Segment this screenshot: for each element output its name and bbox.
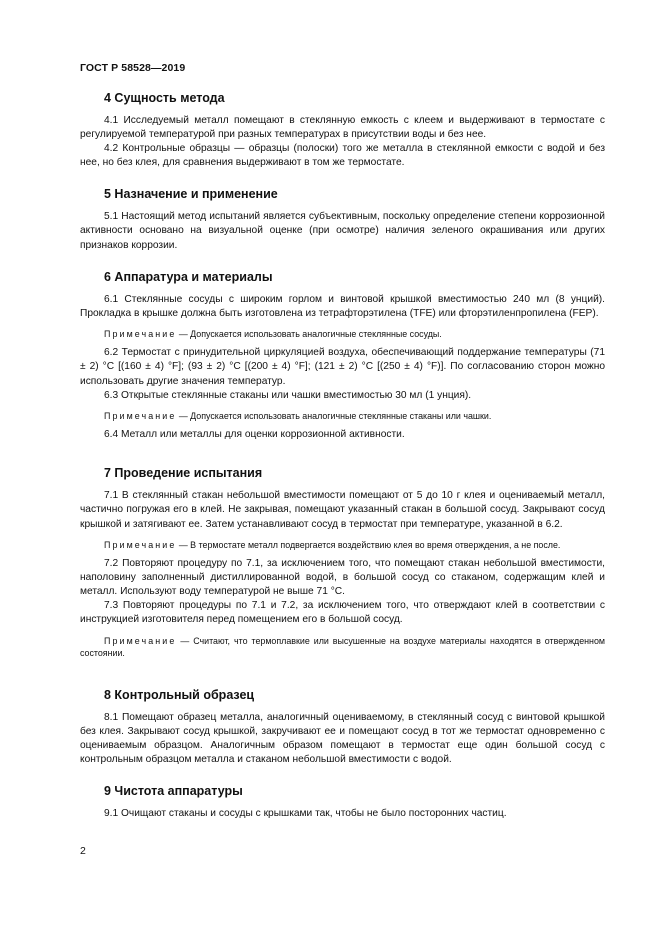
section-8-title: 8 Контрольный образец [104,687,255,702]
note-7-1 [80,539,605,552]
section-4-title: 4 Сущность метода [104,91,225,105]
note-label: Примечание [104,635,177,646]
paragraph-5-1: 5.1 Настоящий метод испытаний является субъективным, поскольку определение степени коррозионной активности основано на визуальной оценке (при осмотре) наличия зеленого окрашивания или других признаков коррозии. [80,211,605,251]
note-label: Примечание [104,328,177,339]
paragraph-7-1: 7.1 В стеклянный стакан небольшой вместимости помещают от 5 до 10 г клея и оцениваемый металл, частично погружая его в клей. Не закрывая, помещают указанный стакан в большой сосуд. Закрывают сосуд крышкой и затягивают ее. Затем устанавливают сосуд в термостат при температуре, указанной в 6.2. [80,490,605,530]
paragraph-7-2: 7.2 Повторяют процедуру по 7.1, за исключением того, что помещают стакан небольшой вместимости, наполовину заполненный дистиллированной водой, в большой сосуд со стаканом, содержащим клей и металл. Используют воду температурой не выше 71 °С. [80,558,605,598]
note-text: — Допускается использовать аналогичные стеклянные сосуды. [176,328,442,339]
page-number: 2 [80,845,86,857]
paragraph-9-1: 9.1 Очищают стаканы и сосуды с крышками так, чтобы не было посторонних частиц. [104,807,507,819]
section-9-title: 9 Чистота аппаратуры [104,783,243,798]
document-code: ГОСТ Р 58528—2019 [80,62,186,74]
paragraph-4-1: 4.1 Исследуемый металл помещают в стеклянную емкость с клеем и выдерживают в термостате с регулируемой температурой при разных температурах в присутствии воды и без нее. [80,115,605,141]
paragraph-8-1: 8.1 Помещают образец металла, аналогичный оцениваемому, в стеклянный сосуд с винтовой крышкой без клея. Закрывают сосуд крышкой, закручивают ее и помещают сосуд в тот же термостат одновременно с оцениваемым образцом. Аналогичным образом помещают в термостат еще один большой сосуд с контрольным образцом металла и стаканом небольшой вместимости с водой. [80,711,605,765]
paragraph-6-3: 6.3 Открытые стеклянные стаканы или чашки вместимостью 30 мл (1 унция). [104,389,472,401]
note-text: — В термостате металл подвергается воздействию клея во время отверждения, а не после. [176,539,561,550]
section-6-title: 6 Аппаратура и материалы [104,269,273,284]
note-6-3 [80,410,605,423]
section-7-title: 7 Проведение испытания [104,466,263,481]
paragraph-6-4: 6.4 Металл или металлы для оценки коррозионной активности. [104,429,405,441]
note-6-1 [80,328,605,341]
paragraph-4-2: 4.2 Контрольные образцы — образцы (полоски) того же металла в стеклянной емкости с водой и без нее, но без клея, для сравнения выдерживают в том же термостате. [80,143,605,169]
paragraph-6-2: 6.2 Термостат с принудительной циркуляцией воздуха, обеспечивающий поддержание температуры (71 ± 2) °С [(160 ± 4) °F]; (93 ± 2) °С [(200 ± 4) °F]; (121 ± 2) °С [(250 ± 4) °F)]. По согласованию сторон можно использовать другие значения температур. [80,347,605,387]
paragraph-6-1: 6.1 Стеклянные сосуды с широким горлом и винтовой крышкой вместимостью 240 мл (8 унций). Прокладка в крышке должна быть изготовлена из тетрафторэтилена (TFE) или фторэтиленпропилена (FEP). [80,293,605,319]
note-text: — Допускается использовать аналогичные стеклянные стаканы или чашки. [176,410,492,421]
paragraph-7-3: 7.3 Повторяют процедуры по 7.1 и 7.2, за исключением того, что отверждают клей в соответствии с инструкцией изготовителя перед помещением его в большой сосуд. [80,600,605,626]
section-5-title: 5 Назначение и применение [104,187,278,202]
note-label: Примечание [104,410,177,421]
note-label: Примечание [104,539,177,550]
note-text: — Считают, что термоплавкие или высушенные на воздухе материалы находятся в отвержденном состоянии. [80,635,605,659]
note-7-3 [80,635,605,660]
